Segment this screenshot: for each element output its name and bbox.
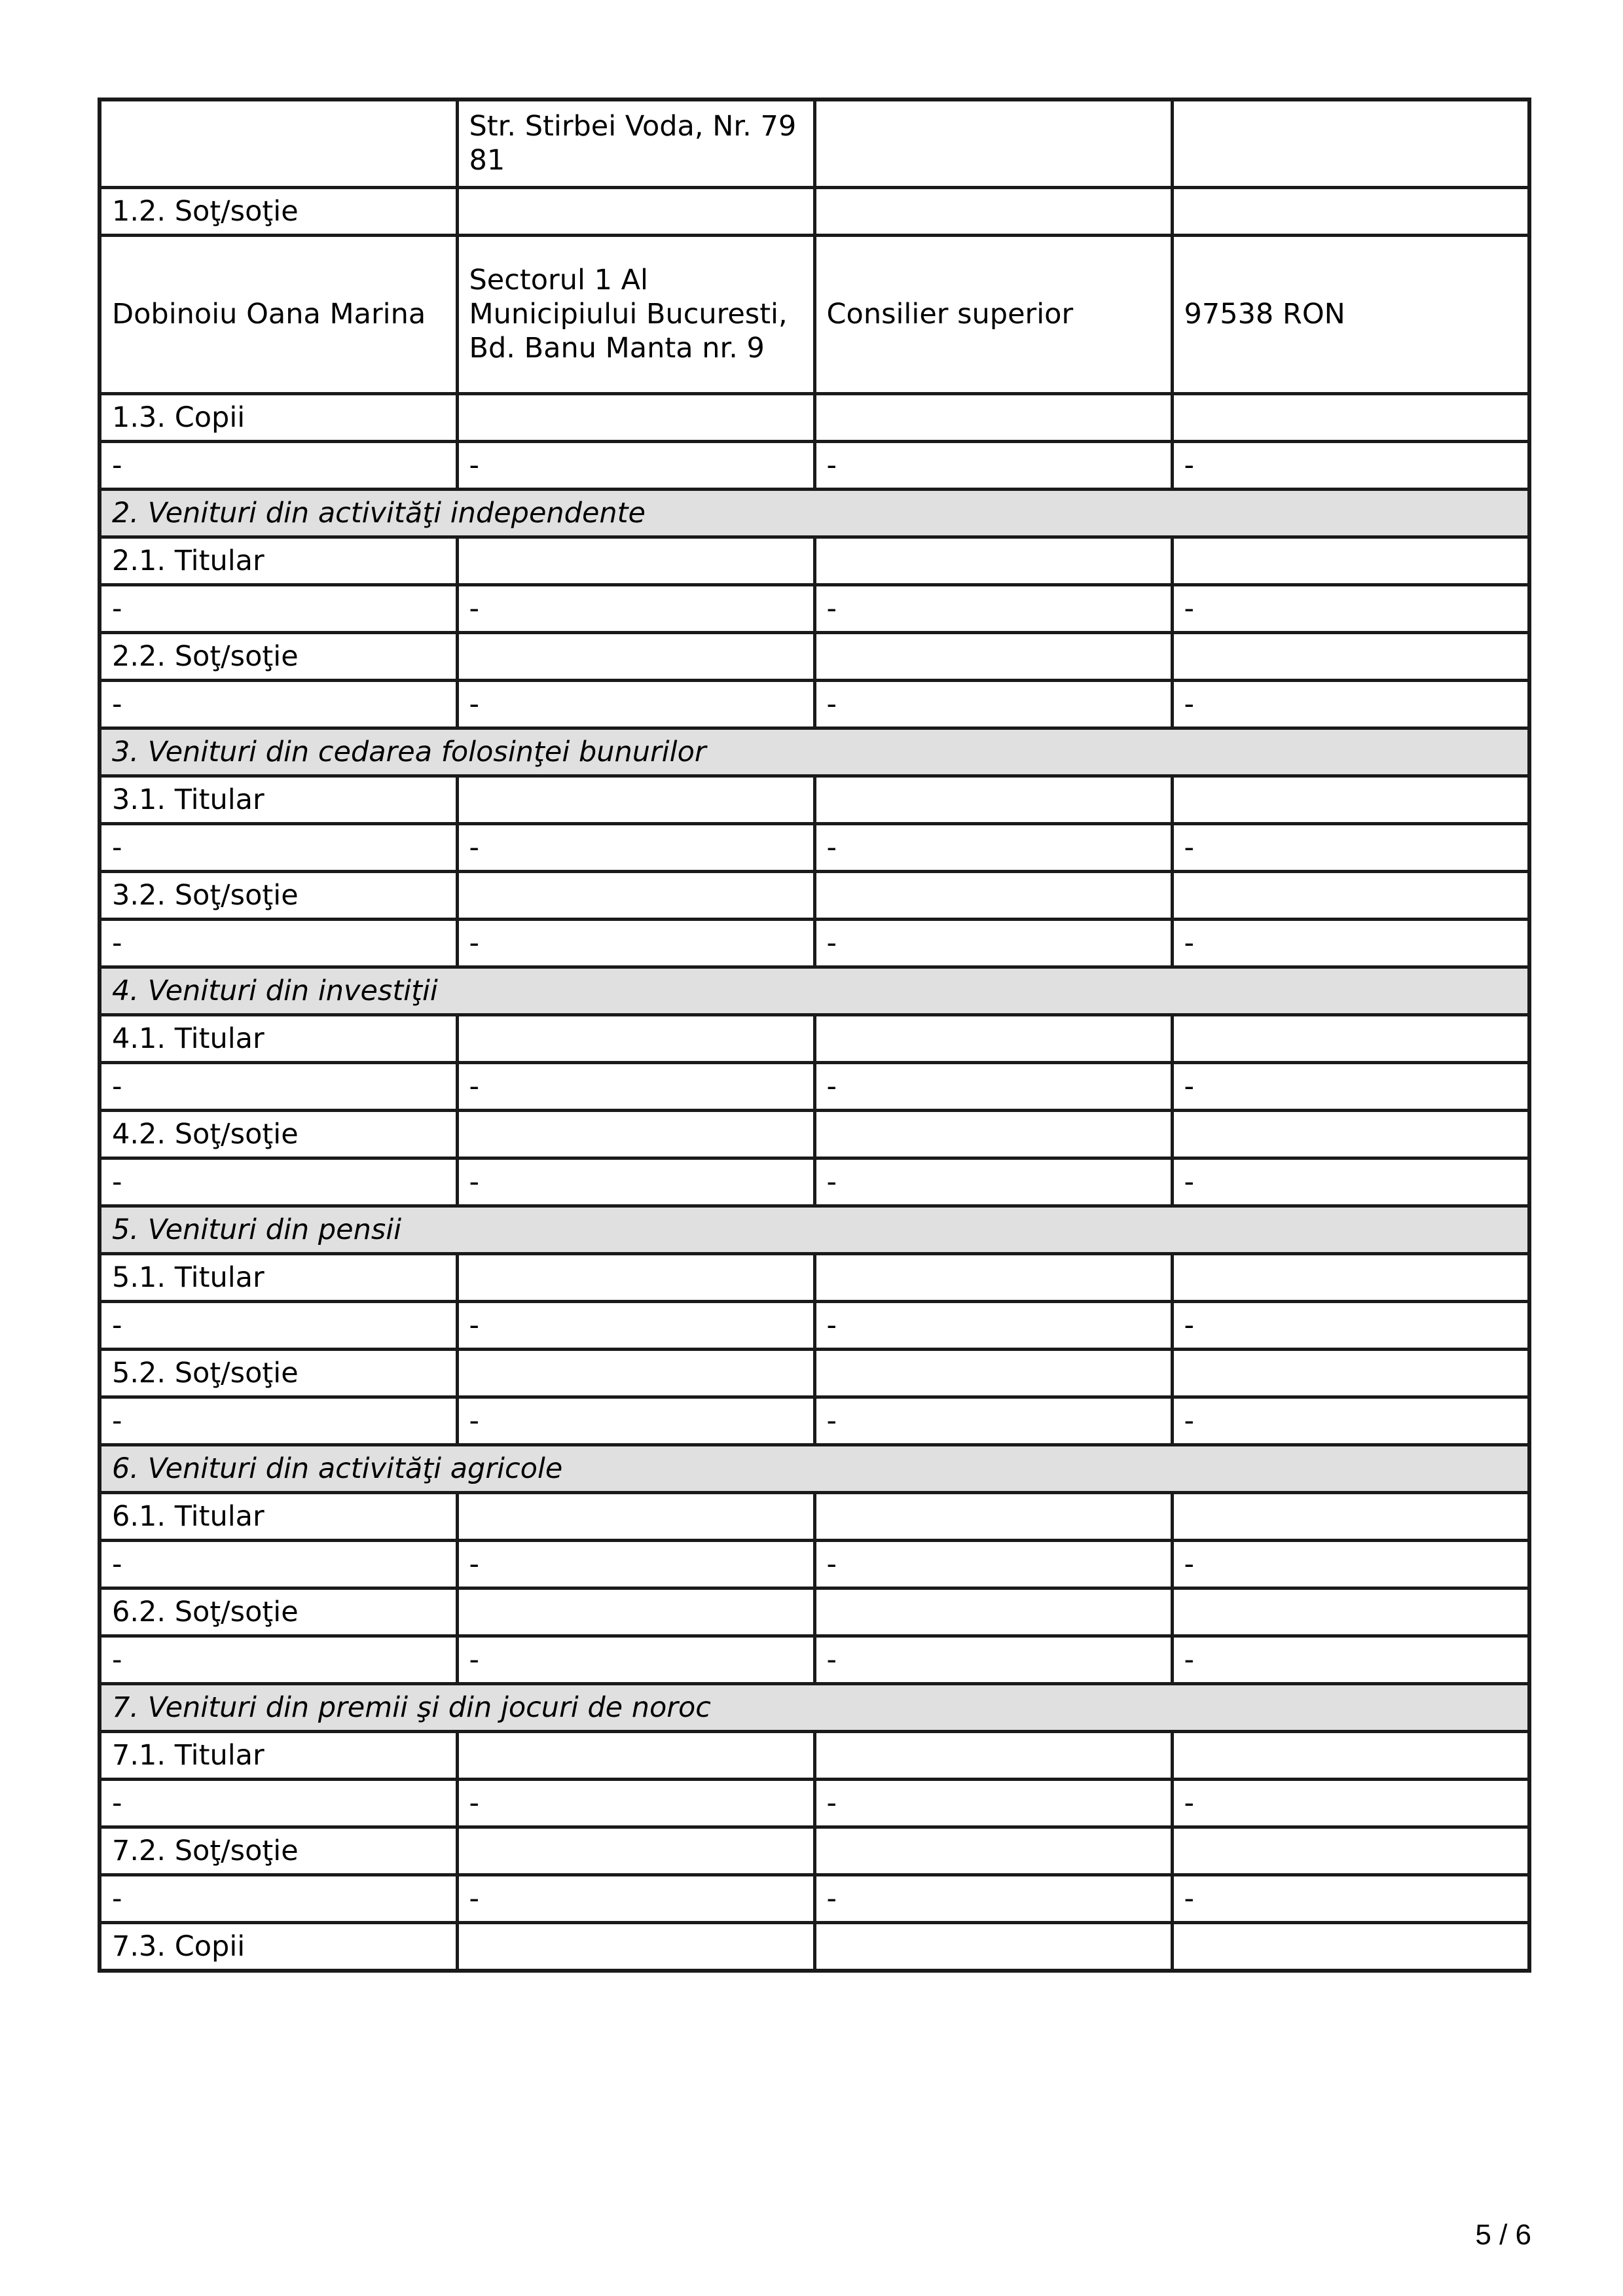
section-title: 6. Venituri din activităţi agricole: [100, 1444, 1529, 1492]
table-cell: -: [457, 1779, 814, 1827]
table-cell: [457, 1253, 814, 1301]
table-row: [100, 1349, 1529, 1397]
table-cell: [1172, 1731, 1529, 1779]
table-cell: -: [100, 441, 457, 489]
table-cell: 3.2. Soţ/soţie: [100, 871, 457, 919]
section-header-row: [100, 967, 1529, 1014]
table-cell: -: [100, 1158, 457, 1206]
section-title: 3. Venituri din cedarea folosinţei bunurilor: [100, 728, 1529, 776]
table-cell: Consilier superior: [814, 235, 1172, 393]
table-cell: [814, 1110, 1172, 1158]
table-cell: -: [814, 441, 1172, 489]
table-cell: -: [457, 919, 814, 967]
table-cell: [814, 537, 1172, 584]
table-cell: -: [1172, 1397, 1529, 1444]
table-cell: [814, 99, 1172, 187]
table-cell: -: [100, 1636, 457, 1683]
table-cell: 7.1. Titular: [100, 1731, 457, 1779]
table-cell: [457, 1110, 814, 1158]
table-row: [100, 441, 1529, 489]
table-row: [100, 1636, 1529, 1683]
table-cell: [814, 1922, 1172, 1971]
table-cell: -: [457, 1636, 814, 1683]
table-cell: -: [1172, 823, 1529, 871]
table-cell: -: [814, 1397, 1172, 1444]
table-cell: 7.3. Copii: [100, 1922, 457, 1971]
table-cell: 2.1. Titular: [100, 537, 457, 584]
table-cell: 97538 RON: [1172, 235, 1529, 393]
table-cell: -: [1172, 1540, 1529, 1588]
table-cell: 7.2. Soţ/soţie: [100, 1827, 457, 1874]
table-row: [100, 187, 1529, 235]
table-cell: [1172, 1827, 1529, 1874]
table-cell: [1172, 537, 1529, 584]
table-cell: -: [100, 919, 457, 967]
table-row: [100, 871, 1529, 919]
table-row: [100, 393, 1529, 441]
table-cell: 6.1. Titular: [100, 1492, 457, 1540]
income-table: [98, 98, 1531, 1973]
table-cell: -: [1172, 919, 1529, 967]
table-cell: [1172, 632, 1529, 680]
table-row: [100, 1253, 1529, 1301]
table-cell: 1.2. Soţ/soţie: [100, 187, 457, 235]
page-number: 5 / 6: [1475, 2219, 1531, 2251]
table-cell: -: [1172, 1301, 1529, 1349]
table-cell: -: [1172, 1636, 1529, 1683]
table-row: [100, 584, 1529, 632]
table-cell: 4.2. Soţ/soţie: [100, 1110, 457, 1158]
table-cell: [814, 1253, 1172, 1301]
table-row: [100, 1540, 1529, 1588]
table-cell: -: [100, 823, 457, 871]
table-cell: [1172, 1110, 1529, 1158]
table-cell: Sectorul 1 Al Municipiului Bucuresti, Bd. Banu Manta nr. 9: [457, 235, 814, 393]
table-cell: [1172, 187, 1529, 235]
table-cell: -: [100, 1874, 457, 1922]
table-cell: -: [814, 1301, 1172, 1349]
table-cell: -: [1172, 1158, 1529, 1206]
table-row: [100, 1158, 1529, 1206]
income-table-body: [100, 99, 1529, 1971]
table-row: [100, 1779, 1529, 1827]
table-cell: [457, 776, 814, 823]
table-cell: [457, 1014, 814, 1062]
table-cell: [457, 1731, 814, 1779]
table-row: [100, 1062, 1529, 1110]
table-cell: [1172, 776, 1529, 823]
table-cell: -: [1172, 1874, 1529, 1922]
table-row: [100, 1014, 1529, 1062]
table-cell: -: [1172, 680, 1529, 728]
table-cell: [814, 1827, 1172, 1874]
table-cell: -: [457, 823, 814, 871]
table-cell: [457, 1492, 814, 1540]
table-cell: [1172, 1349, 1529, 1397]
table-cell: -: [814, 584, 1172, 632]
section-header-row: [100, 1206, 1529, 1253]
table-cell: [1172, 871, 1529, 919]
table-row: [100, 1301, 1529, 1349]
table-cell: -: [100, 584, 457, 632]
table-cell: [814, 871, 1172, 919]
table-cell: 4.1. Titular: [100, 1014, 457, 1062]
table-row: [100, 1397, 1529, 1444]
table-cell: -: [814, 1062, 1172, 1110]
table-cell: -: [457, 1874, 814, 1922]
table-cell: [457, 1827, 814, 1874]
section-title: 2. Venituri din activităţi independente: [100, 489, 1529, 537]
table-cell: -: [100, 1779, 457, 1827]
table-cell: [814, 393, 1172, 441]
table-cell: [814, 1588, 1172, 1636]
table-row: [100, 235, 1529, 393]
section-header-row: [100, 1683, 1529, 1731]
table-row: [100, 1922, 1529, 1971]
table-cell: 5.1. Titular: [100, 1253, 457, 1301]
table-cell: 1.3. Copii: [100, 393, 457, 441]
table-cell: [457, 187, 814, 235]
table-cell: Str. Stirbei Voda, Nr. 79 81: [457, 99, 814, 187]
table-cell: Dobinoiu Oana Marina: [100, 235, 457, 393]
table-cell: [814, 187, 1172, 235]
table-cell: -: [814, 1874, 1172, 1922]
table-cell: -: [457, 441, 814, 489]
table-cell: -: [814, 823, 1172, 871]
table-cell: -: [814, 680, 1172, 728]
section-title: 7. Venituri din premii şi din jocuri de noroc: [100, 1683, 1529, 1731]
table-row: [100, 1110, 1529, 1158]
table-cell: -: [814, 919, 1172, 967]
table-cell: [457, 393, 814, 441]
table-cell: [814, 1492, 1172, 1540]
table-cell: -: [457, 1062, 814, 1110]
table-cell: -: [814, 1540, 1172, 1588]
table-cell: [1172, 99, 1529, 187]
table-cell: 3.1. Titular: [100, 776, 457, 823]
table-cell: [457, 537, 814, 584]
table-cell: -: [100, 1397, 457, 1444]
table-cell: -: [814, 1779, 1172, 1827]
table-cell: [100, 99, 457, 187]
table-cell: -: [1172, 1779, 1529, 1827]
table-cell: [814, 1731, 1172, 1779]
table-cell: [814, 632, 1172, 680]
table-cell: -: [457, 1540, 814, 1588]
table-cell: -: [100, 1540, 457, 1588]
table-row: [100, 1731, 1529, 1779]
table-cell: -: [1172, 584, 1529, 632]
table-cell: [814, 1349, 1172, 1397]
table-cell: [457, 1349, 814, 1397]
table-cell: -: [100, 680, 457, 728]
table-row: [100, 537, 1529, 584]
table-cell: [457, 632, 814, 680]
table-cell: [1172, 1922, 1529, 1971]
table-cell: -: [457, 584, 814, 632]
table-row: [100, 99, 1529, 187]
table-row: [100, 1492, 1529, 1540]
table-row: [100, 1588, 1529, 1636]
table-cell: [457, 1588, 814, 1636]
table-cell: -: [100, 1301, 457, 1349]
table-row: [100, 1827, 1529, 1874]
table-cell: [1172, 1492, 1529, 1540]
table-row: [100, 680, 1529, 728]
table-cell: [814, 776, 1172, 823]
section-header-row: [100, 489, 1529, 537]
table-row: [100, 823, 1529, 871]
table-cell: -: [457, 1158, 814, 1206]
table-row: [100, 919, 1529, 967]
table-cell: [457, 1922, 814, 1971]
table-cell: -: [814, 1158, 1172, 1206]
table-row: [100, 1874, 1529, 1922]
table-cell: [1172, 1253, 1529, 1301]
table-cell: -: [457, 680, 814, 728]
table-cell: [1172, 393, 1529, 441]
section-header-row: [100, 1444, 1529, 1492]
table-row: [100, 776, 1529, 823]
table-cell: [814, 1014, 1172, 1062]
table-cell: [1172, 1588, 1529, 1636]
table-cell: 2.2. Soţ/soţie: [100, 632, 457, 680]
table-cell: 5.2. Soţ/soţie: [100, 1349, 457, 1397]
section-title: 5. Venituri din pensii: [100, 1206, 1529, 1253]
table-cell: -: [457, 1397, 814, 1444]
table-cell: -: [1172, 441, 1529, 489]
table-cell: -: [100, 1062, 457, 1110]
section-header-row: [100, 728, 1529, 776]
table-cell: -: [1172, 1062, 1529, 1110]
section-title: 4. Venituri din investiţii: [100, 967, 1529, 1014]
table-cell: [1172, 1014, 1529, 1062]
table-cell: -: [457, 1301, 814, 1349]
table-row: [100, 632, 1529, 680]
table-cell: [457, 871, 814, 919]
table-cell: -: [814, 1636, 1172, 1683]
table-cell: 6.2. Soţ/soţie: [100, 1588, 457, 1636]
